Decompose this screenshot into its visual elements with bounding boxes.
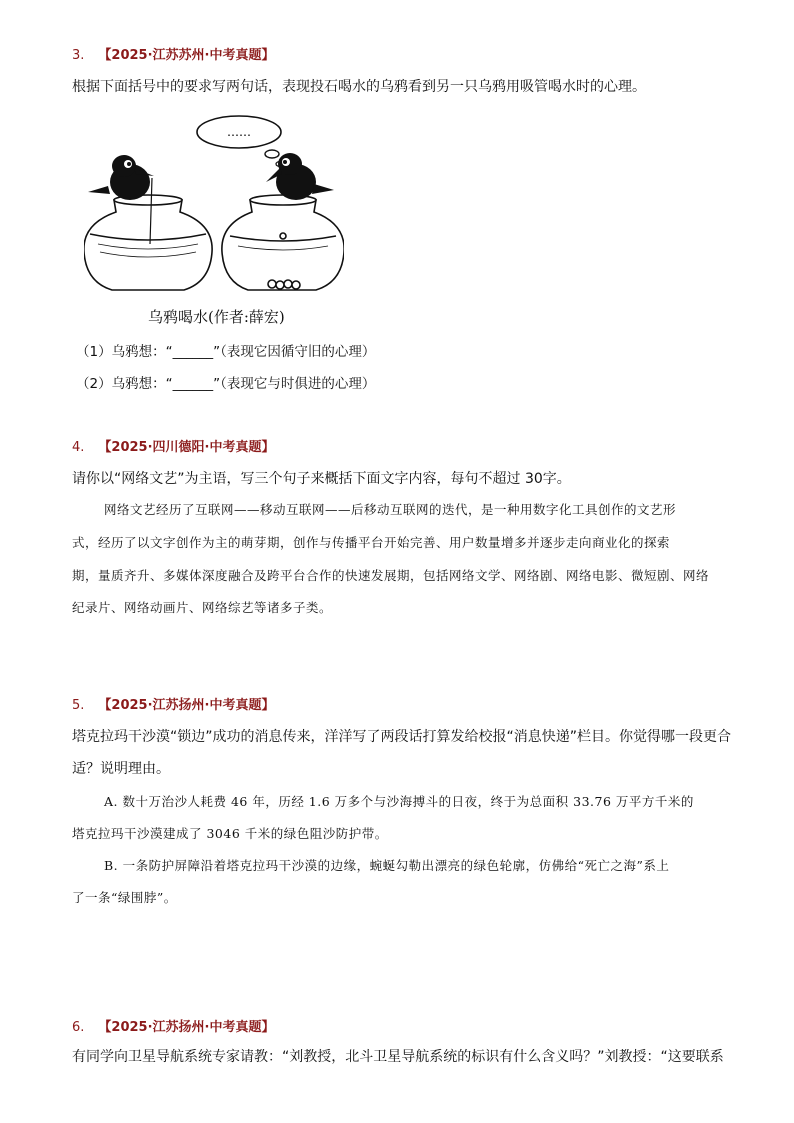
left-jar <box>84 195 212 290</box>
q5-tag: 【2025·江苏扬州·中考真题】 <box>98 698 275 713</box>
q3-prompt: 根据下面括号中的要求写两句话，表现投石喝水的乌鸦看到另一只乌鸦用吸管喝水时的心理。 <box>72 79 646 95</box>
q4-passage-line: 网络文艺经历了互联网——移动互联网——后移动互联网的迭代，是一种用数字化工具创作的文艺形 <box>104 502 677 517</box>
illustration-caption: 乌鸦喝水(作者:薛宏) <box>148 308 285 326</box>
q6-heading <box>72 1016 274 1035</box>
q4-passage-line: 期，量质齐升、多媒体深度融合及跨平台合作的快速发展期，包括网络文学、网络剧、网络电影、微短剧、网络 <box>72 568 710 583</box>
q4-tag: 【2025·四川德阳·中考真题】 <box>98 440 275 455</box>
q6-number: 6. <box>72 1020 85 1035</box>
q3-item-1: （1）乌鸦想：“______”（表现它因循守旧的心理） <box>76 344 376 360</box>
right-jar <box>222 195 344 290</box>
q4-prompt: 请你以“网络文艺”为主语，写三个句子来概括下面文字内容，每句不超过 30字。 <box>72 471 571 487</box>
q4-number: 4. <box>72 440 85 455</box>
q6-prompt: 有同学向卫星导航系统专家请教：“刘教授，北斗卫星导航系统的标识有什么含义吗？”刘教授：“这要联系 <box>72 1049 724 1065</box>
right-crow-icon <box>266 153 334 200</box>
q5-number: 5. <box>72 698 85 713</box>
q5-option-a-line: 塔克拉玛干沙漠建成了 3046 千米的绿色阻沙防护带。 <box>72 826 388 841</box>
q6-tag: 【2025·江苏扬州·中考真题】 <box>98 1020 275 1035</box>
q4-heading <box>72 436 274 455</box>
q4-passage-line: 式，经历了以文字创作为主的萌芽期，创作与传播平台开始完善、用户数量增多并逐步走向商业化的探索 <box>72 535 671 550</box>
q5-prompt-line: 适？说明理由。 <box>72 761 170 777</box>
q5-prompt-line: 塔克拉玛干沙漠“锁边”成功的消息传来，洋洋写了两段话打算发给校报“消息快递”栏目。你觉得哪一段更合 <box>72 729 732 745</box>
q5-heading <box>72 694 274 713</box>
q5-option-a-line: A. 数十万治沙人耗费 46 年，历经 1.6 万多个与沙海搏斗的日夜，终于为总面积 33.76 万平方千米的 <box>104 794 694 809</box>
crow-drinking-illustration <box>84 112 344 300</box>
q4-passage-line: 纪录片、网络动画片、网络综艺等诸多子类。 <box>72 600 333 615</box>
thought-text: …… <box>227 125 251 139</box>
q3-number: 3. <box>72 48 85 63</box>
q3-heading <box>72 44 274 63</box>
q3-item-2: （2）乌鸦想：“______”（表现它与时俱进的心理） <box>76 376 376 392</box>
q5-option-b-line: B. 一条防护屏障沿着塔克拉玛干沙漠的边缘，蜿蜒勾勒出漂亮的绿色轮廓，仿佛给“死亡之海”系上 <box>104 858 670 873</box>
q3-tag: 【2025·江苏苏州·中考真题】 <box>98 48 275 63</box>
q5-option-b-line: 了一条“绿围脖”。 <box>72 890 177 905</box>
